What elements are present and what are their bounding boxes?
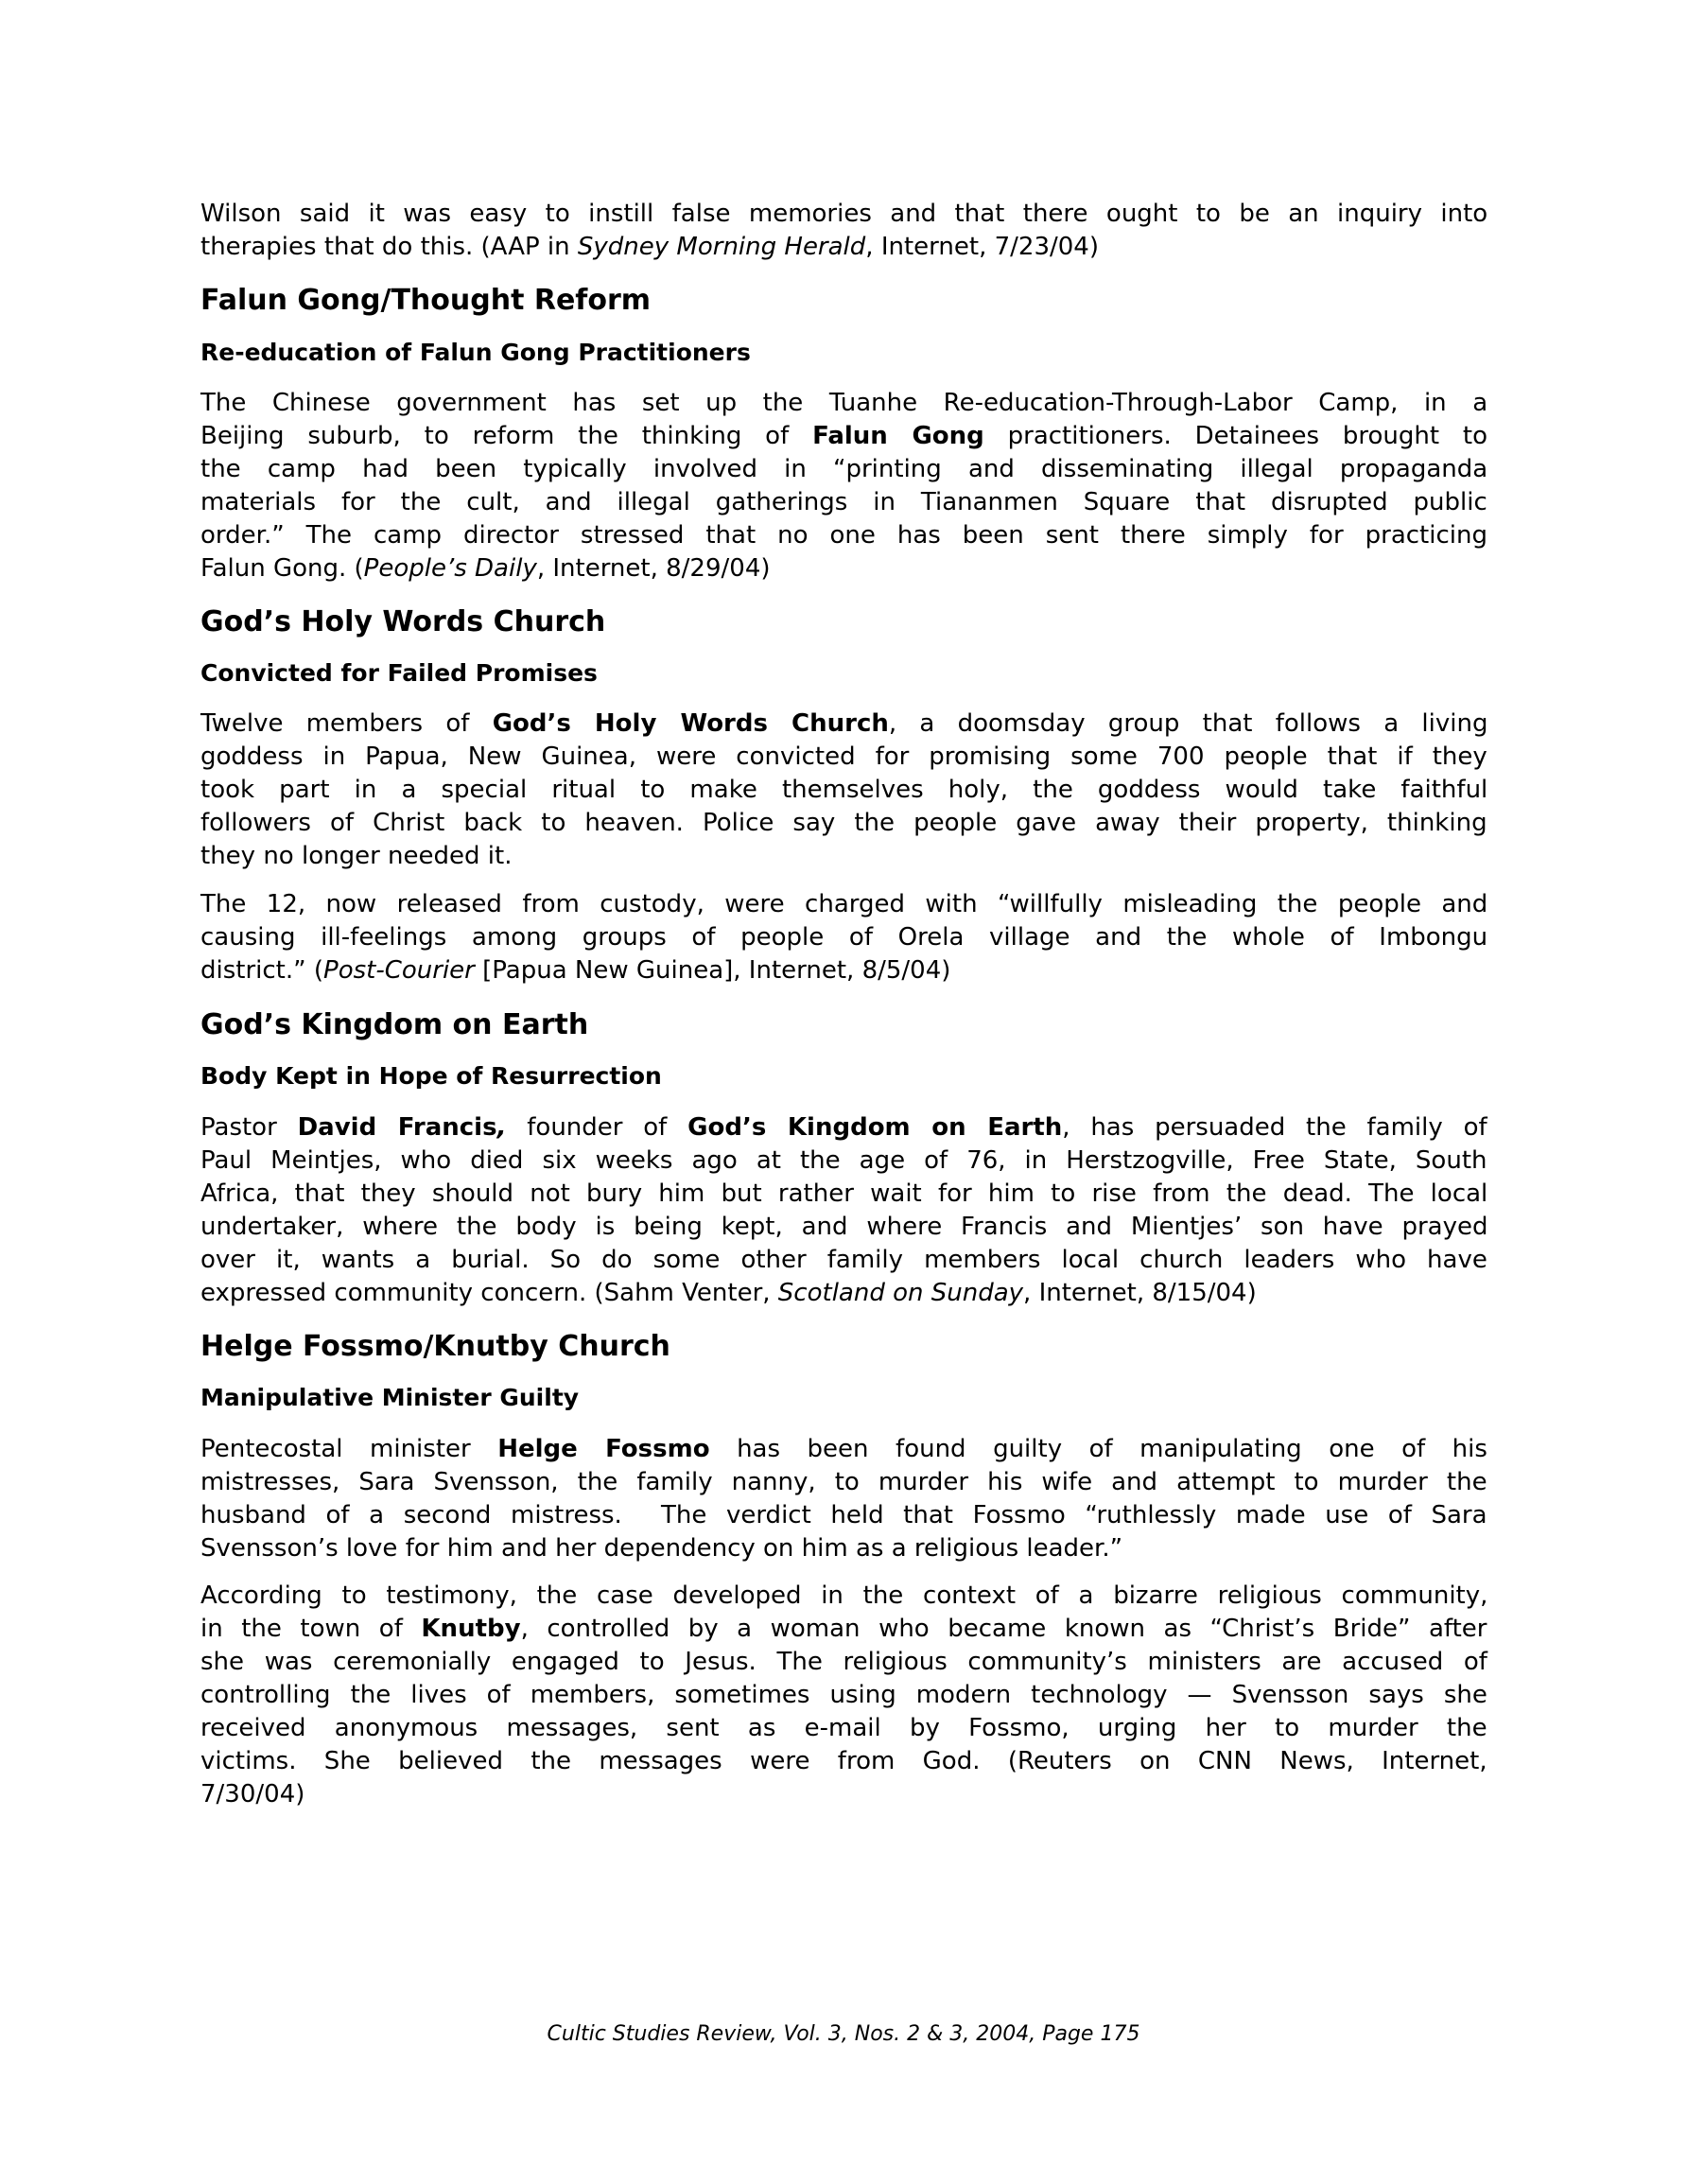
body-text: in the town of [200,1615,422,1643]
body-text: practitioners. Detainees brought to [983,422,1487,450]
body-text: Svensson’s love for him and her dependency on him as a religious leader.” [200,1534,1123,1563]
emphasis-text: Scotland on Sunday [777,1279,1024,1307]
body-text: causing ill-feelings among groups of people of Orela village and the whole of Imbongu [200,923,1488,952]
text-line [200,1111,1487,1144]
body-text: victims. She believed the messages were from God. (Reuters on CNN News, Internet, [200,1747,1487,1775]
body-text: materials for the cult, and illegal gatherings in Tiananmen Square that disrupted public [200,488,1487,516]
body-text: Wilson said it was easy to instill false memories and that there ought to be an inquiry into [200,200,1488,228]
text-line [200,1144,1487,1178]
body-text: over it, wants a burial. So do some other family members local church leaders who have [200,1246,1487,1274]
body-text: , controlled by a woman who became known as “Christ’s Bride” after [520,1615,1487,1643]
text-line [200,1580,1487,1613]
section-subheading-gods-kingdom: Body Kept in Hope of Resurrection [200,1062,662,1090]
body-text: Pastor [200,1113,298,1142]
paragraph-falun-gong-1 [200,387,1487,585]
text-line [200,1532,1487,1565]
body-text: , Internet, 7/23/04) [865,233,1099,261]
text-line [200,1433,1487,1466]
emphasis-text: Falun Gong [812,422,984,450]
text-line [200,387,1487,420]
text-line [200,231,1487,264]
body-text: she was ceremonially engaged to Jesus. The religious community’s ministers are accused of [200,1648,1487,1676]
body-text: Twelve members of [200,709,493,738]
body-text: , Internet, 8/15/04) [1023,1279,1257,1307]
intro-paragraph [200,198,1487,264]
text-line [200,1211,1487,1244]
text-line [200,1244,1487,1277]
text-line [200,552,1487,585]
section-subheading-helge-fossmo: Manipulative Minister Guilty [200,1384,580,1411]
body-text: founder of [506,1113,688,1142]
text-line [200,420,1487,453]
body-text: they no longer needed it. [200,842,513,870]
text-line [200,1679,1487,1712]
paragraph-gods-holy-words-2 [200,888,1487,987]
body-text: , has persuaded the family of [1062,1113,1487,1142]
body-text: [Papua New Guinea], Internet, 8/5/04) [474,956,951,985]
body-text: Pentecostal minister [200,1435,498,1463]
body-text: 7/30/04) [200,1780,305,1808]
text-line [200,774,1487,807]
paragraph-helge-fossmo-2 [200,1580,1487,1811]
body-text: district.” ( [200,956,324,985]
body-text: mistresses, Sara Svensson, the family nanny, to murder his wife and attempt to murder the [200,1468,1487,1496]
body-text: order.” The camp director stressed that no one has been sent there simply for practicing [200,521,1487,550]
text-line [200,1745,1487,1778]
text-line [200,1646,1487,1679]
emphasis-text: , [496,1113,507,1142]
emphasis-text: Helge Fossmo [497,1435,710,1463]
emphasis-text: People’s Daily [363,554,537,583]
emphasis-text: David Francis [297,1113,497,1142]
body-text: took part in a special ritual to make themselves holy, the goddess would take faithful [200,776,1488,804]
text-line [200,486,1487,519]
text-line [200,519,1487,552]
section-heading-gods-kingdom: God’s Kingdom on Earth [200,1008,589,1041]
body-text: controlling the lives of members, sometimes using modern technology — Svensson says she [200,1681,1487,1709]
text-line [200,1712,1487,1745]
emphasis-text: Post-Courier [323,956,475,985]
body-text: therapies that do this. (AAP in [200,233,578,261]
emphasis-text: Sydney Morning Herald [577,233,866,261]
paragraph-gods-holy-words-1 [200,708,1487,873]
body-text: husband of a second mistress. The verdict held that Fossmo “ruthlessly made use of Sara [200,1501,1487,1529]
text-line [200,921,1487,954]
section-heading-helge-fossmo: Helge Fossmo/Knutby Church [200,1330,670,1363]
text-line [200,1778,1487,1811]
text-line [200,453,1487,486]
text-line [200,708,1487,741]
body-text: , Internet, 8/29/04) [536,554,771,583]
body-text: The 12, now released from custody, were charged with “willfully misleading the people and [200,890,1488,918]
text-line [200,840,1487,873]
page-footer: Cultic Studies Review, Vol. 3, Nos. 2 & 3, 2004, Page 175 [547,2022,1140,2046]
body-text: The Chinese government has set up the Tuanhe Re-education-Through-Labor Camp, in a [200,389,1488,417]
emphasis-text: God’s Holy Words Church [492,709,889,738]
paragraph-helge-fossmo-1 [200,1433,1487,1565]
text-line [200,1178,1487,1211]
body-text: the camp had been typically involved in “printing and disseminating illegal propaganda [200,455,1488,483]
body-text: has been found guilty of manipulating one of his [709,1435,1487,1463]
text-line [200,807,1487,840]
body-text: goddess in Papua, New Guinea, were convicted for promising some 700 people that if they [200,743,1487,771]
text-line [200,1613,1487,1646]
text-line [200,888,1487,921]
body-text: undertaker, where the body is being kept, and where Francis and Mientjes’ son have prayed [200,1213,1488,1241]
text-line [200,1466,1487,1499]
body-text: Africa, that they should not bury him but rather wait for him to rise from the dead. The local [200,1179,1488,1208]
section-heading-falun-gong: Falun Gong/Thought Reform [200,284,652,317]
body-text: Paul Meintjes, who died six weeks ago at the age of 76, in Herstzogville, Free State, South [200,1146,1487,1175]
emphasis-text: Knutby [421,1615,521,1643]
body-text: Beijing suburb, to reform the thinking of [200,422,813,450]
text-line [200,741,1487,774]
text-line [200,198,1487,231]
body-text: Falun Gong. ( [200,554,364,583]
body-text: followers of Christ back to heaven. Police say the people gave away their property, thinking [200,809,1487,837]
text-line [200,954,1487,987]
body-text: expressed community concern. (Sahm Venter, [200,1279,778,1307]
text-line [200,1277,1487,1310]
body-text: , a doomsday group that follows a living [888,709,1488,738]
body-text: received anonymous messages, sent as e-mail by Fossmo, urging her to murder the [200,1714,1487,1742]
section-subheading-gods-holy-words: Convicted for Failed Promises [200,659,598,687]
body-text: According to testimony, the case developed in the context of a bizarre religious community, [200,1581,1488,1610]
emphasis-text: God’s Kingdom on Earth [687,1113,1063,1142]
text-line [200,1499,1487,1532]
paragraph-gods-kingdom-1 [200,1111,1487,1310]
section-subheading-falun-gong: Re-education of Falun Gong Practitioners [200,339,751,366]
section-heading-gods-holy-words: God’s Holy Words Church [200,605,606,638]
